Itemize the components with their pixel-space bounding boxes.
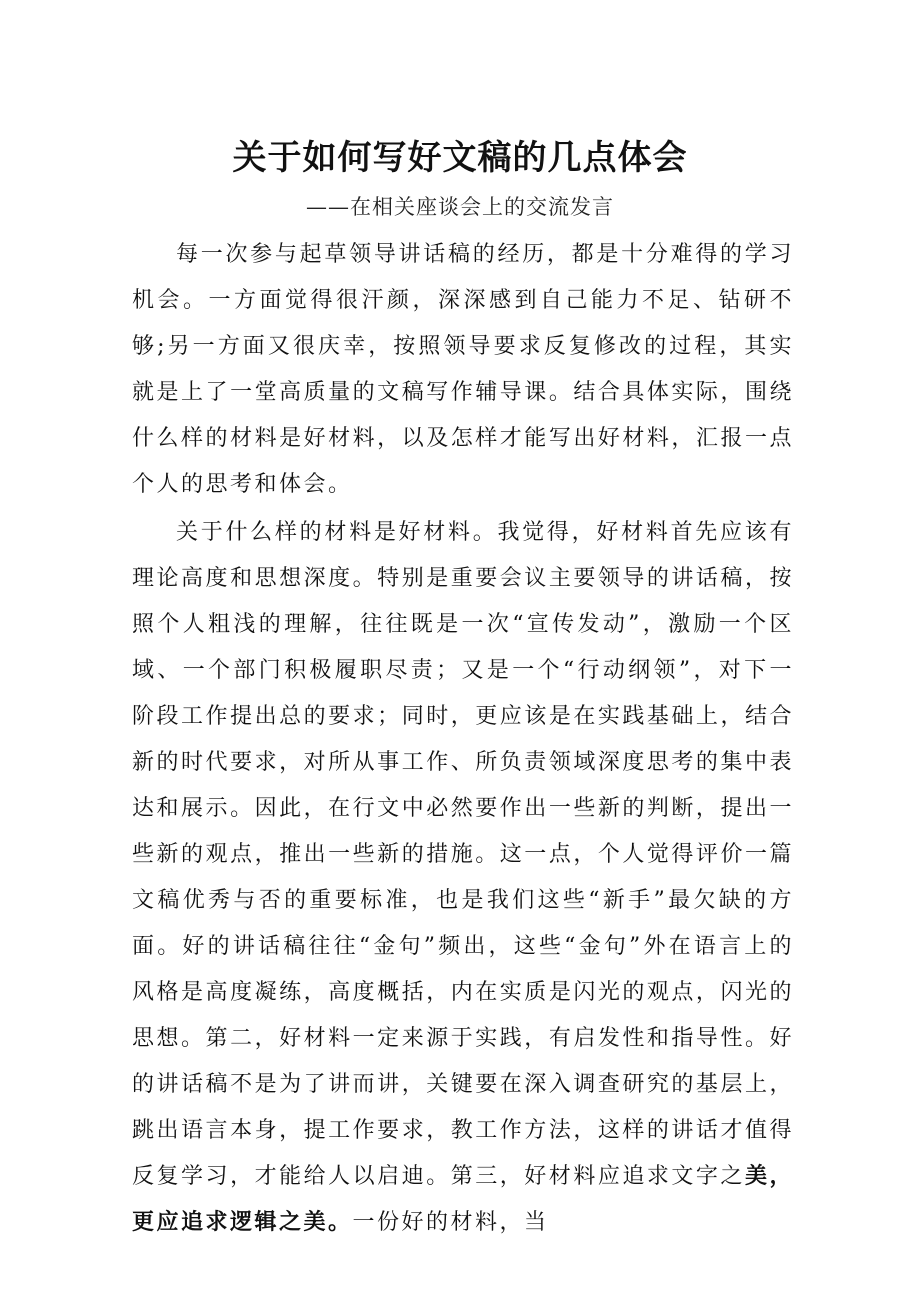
paragraph-good-material-bold: 美，更应追求逻辑之美。 bbox=[132, 1164, 794, 1235]
document-subtitle: ——在相关座谈会上的交流发言 bbox=[306, 195, 614, 219]
paragraph-good-material bbox=[132, 510, 794, 1246]
document-body bbox=[132, 232, 794, 1246]
paragraph-intro: 每一次参与起草领导讲话稿的经历，都是十分难得的学习机会。一方面觉得很汗颜，深深感到自己能力不足、钻研不够;另一方面又很庆幸，按照领导要求反复修改的过程，其实就是上了一堂高质量的文稿写作辅导课。结合具体实际，围绕什么样的材料是好材料，以及怎样才能写出好材料，汇报一点个人的思考和体会。 bbox=[132, 242, 794, 497]
document-title: 关于如何写好文稿的几点体会 bbox=[232, 138, 688, 178]
paragraph-good-material-tail: 一份好的材料，当 bbox=[352, 1210, 549, 1235]
paragraph-good-material-text: 关于什么样的材料是好材料。我觉得，好材料首先应该有理论高度和思想深度。特别是重要会议主要领导的讲话稿，按照个人粗浅的理解，往往既是一次“宣传发动”，激励一个区域、一个部门积极履职尽责；又是一个“行动纲领”，对下一阶段工作提出总的要求；同时，更应该是在实践基础上，结合新的时代要求，对所从事工作、所负责领域深度思考的集中表达和展示。因此，在行文中必然要作出一些新的判断，提出一些新的观点，推出一些新的措施。这一点，个人觉得评价一篇文稿优秀与否的重要标准，也是我们这些“新手”最欠缺的方面。好的讲话稿往往“金句”频出，这些“金句”外在语言上的风格是高度凝练，高度概括，内在实质是闪光的观点，闪光的思想。第二，好材料一定来源于实践，有启发性和指导性。好的讲话稿不是为了讲而讲，关键要在深入调查研究的基层上，跳出语言本身，提工作要求，教工作方法，这样的讲话才值得反复学习，才能给人以启迪。第三，好材料应追求文字之 bbox=[132, 520, 794, 1189]
